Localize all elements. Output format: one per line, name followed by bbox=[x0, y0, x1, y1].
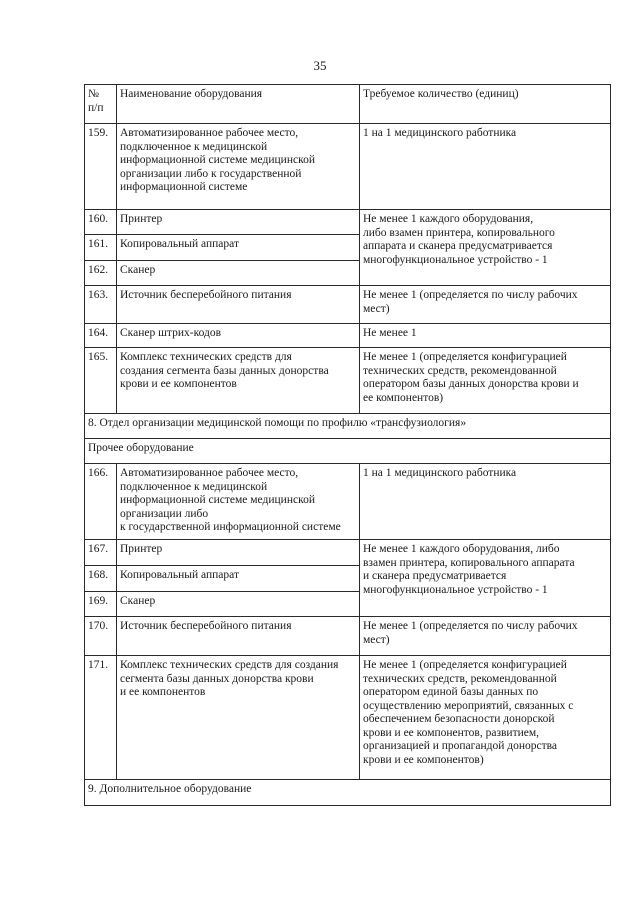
row-quantity: Не менее 1 (определяется конфигурацией технических средств, рекомендованной оператором базы данных донорства крови и ее компонентов) bbox=[360, 348, 611, 414]
row-number: 167. bbox=[85, 540, 117, 566]
section-heading: 9. Дополнительное оборудование bbox=[85, 780, 611, 806]
row-name: Сканер штрих-кодов bbox=[117, 324, 360, 348]
row-name: Копировальный аппарат bbox=[117, 566, 360, 592]
table-row bbox=[85, 617, 611, 656]
group-quantity: Не менее 1 каждого оборудования, либо взамен принтера, копировального аппарата и сканера предусматривается многофункциональное устройство - 1 bbox=[360, 210, 611, 286]
table-row bbox=[85, 324, 611, 348]
subsection-heading: Прочее оборудование bbox=[85, 439, 611, 464]
section-row bbox=[85, 414, 611, 439]
row-number: 160. bbox=[85, 210, 117, 235]
row-number: 168. bbox=[85, 566, 117, 592]
row-name: Принтер bbox=[117, 540, 360, 566]
row-number: 162. bbox=[85, 261, 117, 286]
row-name: Автоматизированное рабочее место, подключенное к медицинской информационной системе медицинской организации либо к государственной информационной системе bbox=[117, 464, 360, 540]
header-quantity: Требуемое количество (единиц) bbox=[360, 85, 611, 124]
equipment-table bbox=[84, 84, 611, 806]
table-row bbox=[85, 656, 611, 780]
row-name: Копировальный аппарат bbox=[117, 235, 360, 261]
row-quantity: Не менее 1 (определяется по числу рабочих мест) bbox=[360, 617, 611, 656]
row-name: Комплекс технических средств для создания сегмента базы данных донорства крови и ее компонентов bbox=[117, 656, 360, 780]
header-number: № п/п bbox=[85, 85, 117, 124]
page-number: 35 bbox=[313, 58, 327, 73]
row-number: 164. bbox=[85, 324, 117, 348]
row-number: 171. bbox=[85, 656, 117, 780]
row-number: 163. bbox=[85, 286, 117, 324]
table-row bbox=[85, 348, 611, 414]
row-quantity: 1 на 1 медицинского работника bbox=[360, 124, 611, 210]
row-number: 169. bbox=[85, 592, 117, 617]
row-number: 159. bbox=[85, 124, 117, 210]
section-heading: 8. Отдел организации медицинской помощи по профилю «трансфузиология» bbox=[85, 414, 611, 439]
subsection-row bbox=[85, 439, 611, 464]
row-quantity: Не менее 1 (определяется по числу рабочих мест) bbox=[360, 286, 611, 324]
row-number: 166. bbox=[85, 464, 117, 540]
table-header-row bbox=[85, 85, 611, 124]
row-quantity: Не менее 1 bbox=[360, 324, 611, 348]
row-name: Сканер bbox=[117, 261, 360, 286]
row-name: Источник бесперебойного питания bbox=[117, 286, 360, 324]
group-quantity: Не менее 1 каждого оборудования, либо взамен принтера, копировального аппарата и сканера предусматривается многофункциональное устройство - 1 bbox=[360, 540, 611, 617]
row-name: Комплекс технических средств для создания сегмента базы данных донорства крови и ее компонентов bbox=[117, 348, 360, 414]
table-row bbox=[85, 124, 611, 210]
table-row bbox=[85, 464, 611, 540]
row-number: 165. bbox=[85, 348, 117, 414]
row-name: Источник бесперебойного питания bbox=[117, 617, 360, 656]
row-number: 161. bbox=[85, 235, 117, 261]
section-row bbox=[85, 780, 611, 806]
table-row bbox=[85, 286, 611, 324]
row-name: Автоматизированное рабочее место, подключенное к медицинской информационной системе медицинской организации либо к государственной информационной системе bbox=[117, 124, 360, 210]
row-number: 170. bbox=[85, 617, 117, 656]
row-quantity: 1 на 1 медицинского работника bbox=[360, 464, 611, 540]
table-row bbox=[85, 540, 611, 566]
row-quantity: Не менее 1 (определяется конфигурацией технических средств, рекомендованной оператором единой базы данных по осуществлению мероприятий, связанных с обеспечением безопасности донорской крови и ее компонентов, развитием, организацией и пропагандой донорства крови и ее компонентов) bbox=[360, 656, 611, 780]
header-name: Наименование оборудования bbox=[117, 85, 360, 124]
row-name: Принтер bbox=[117, 210, 360, 235]
row-name: Сканер bbox=[117, 592, 360, 617]
table-row bbox=[85, 210, 611, 235]
